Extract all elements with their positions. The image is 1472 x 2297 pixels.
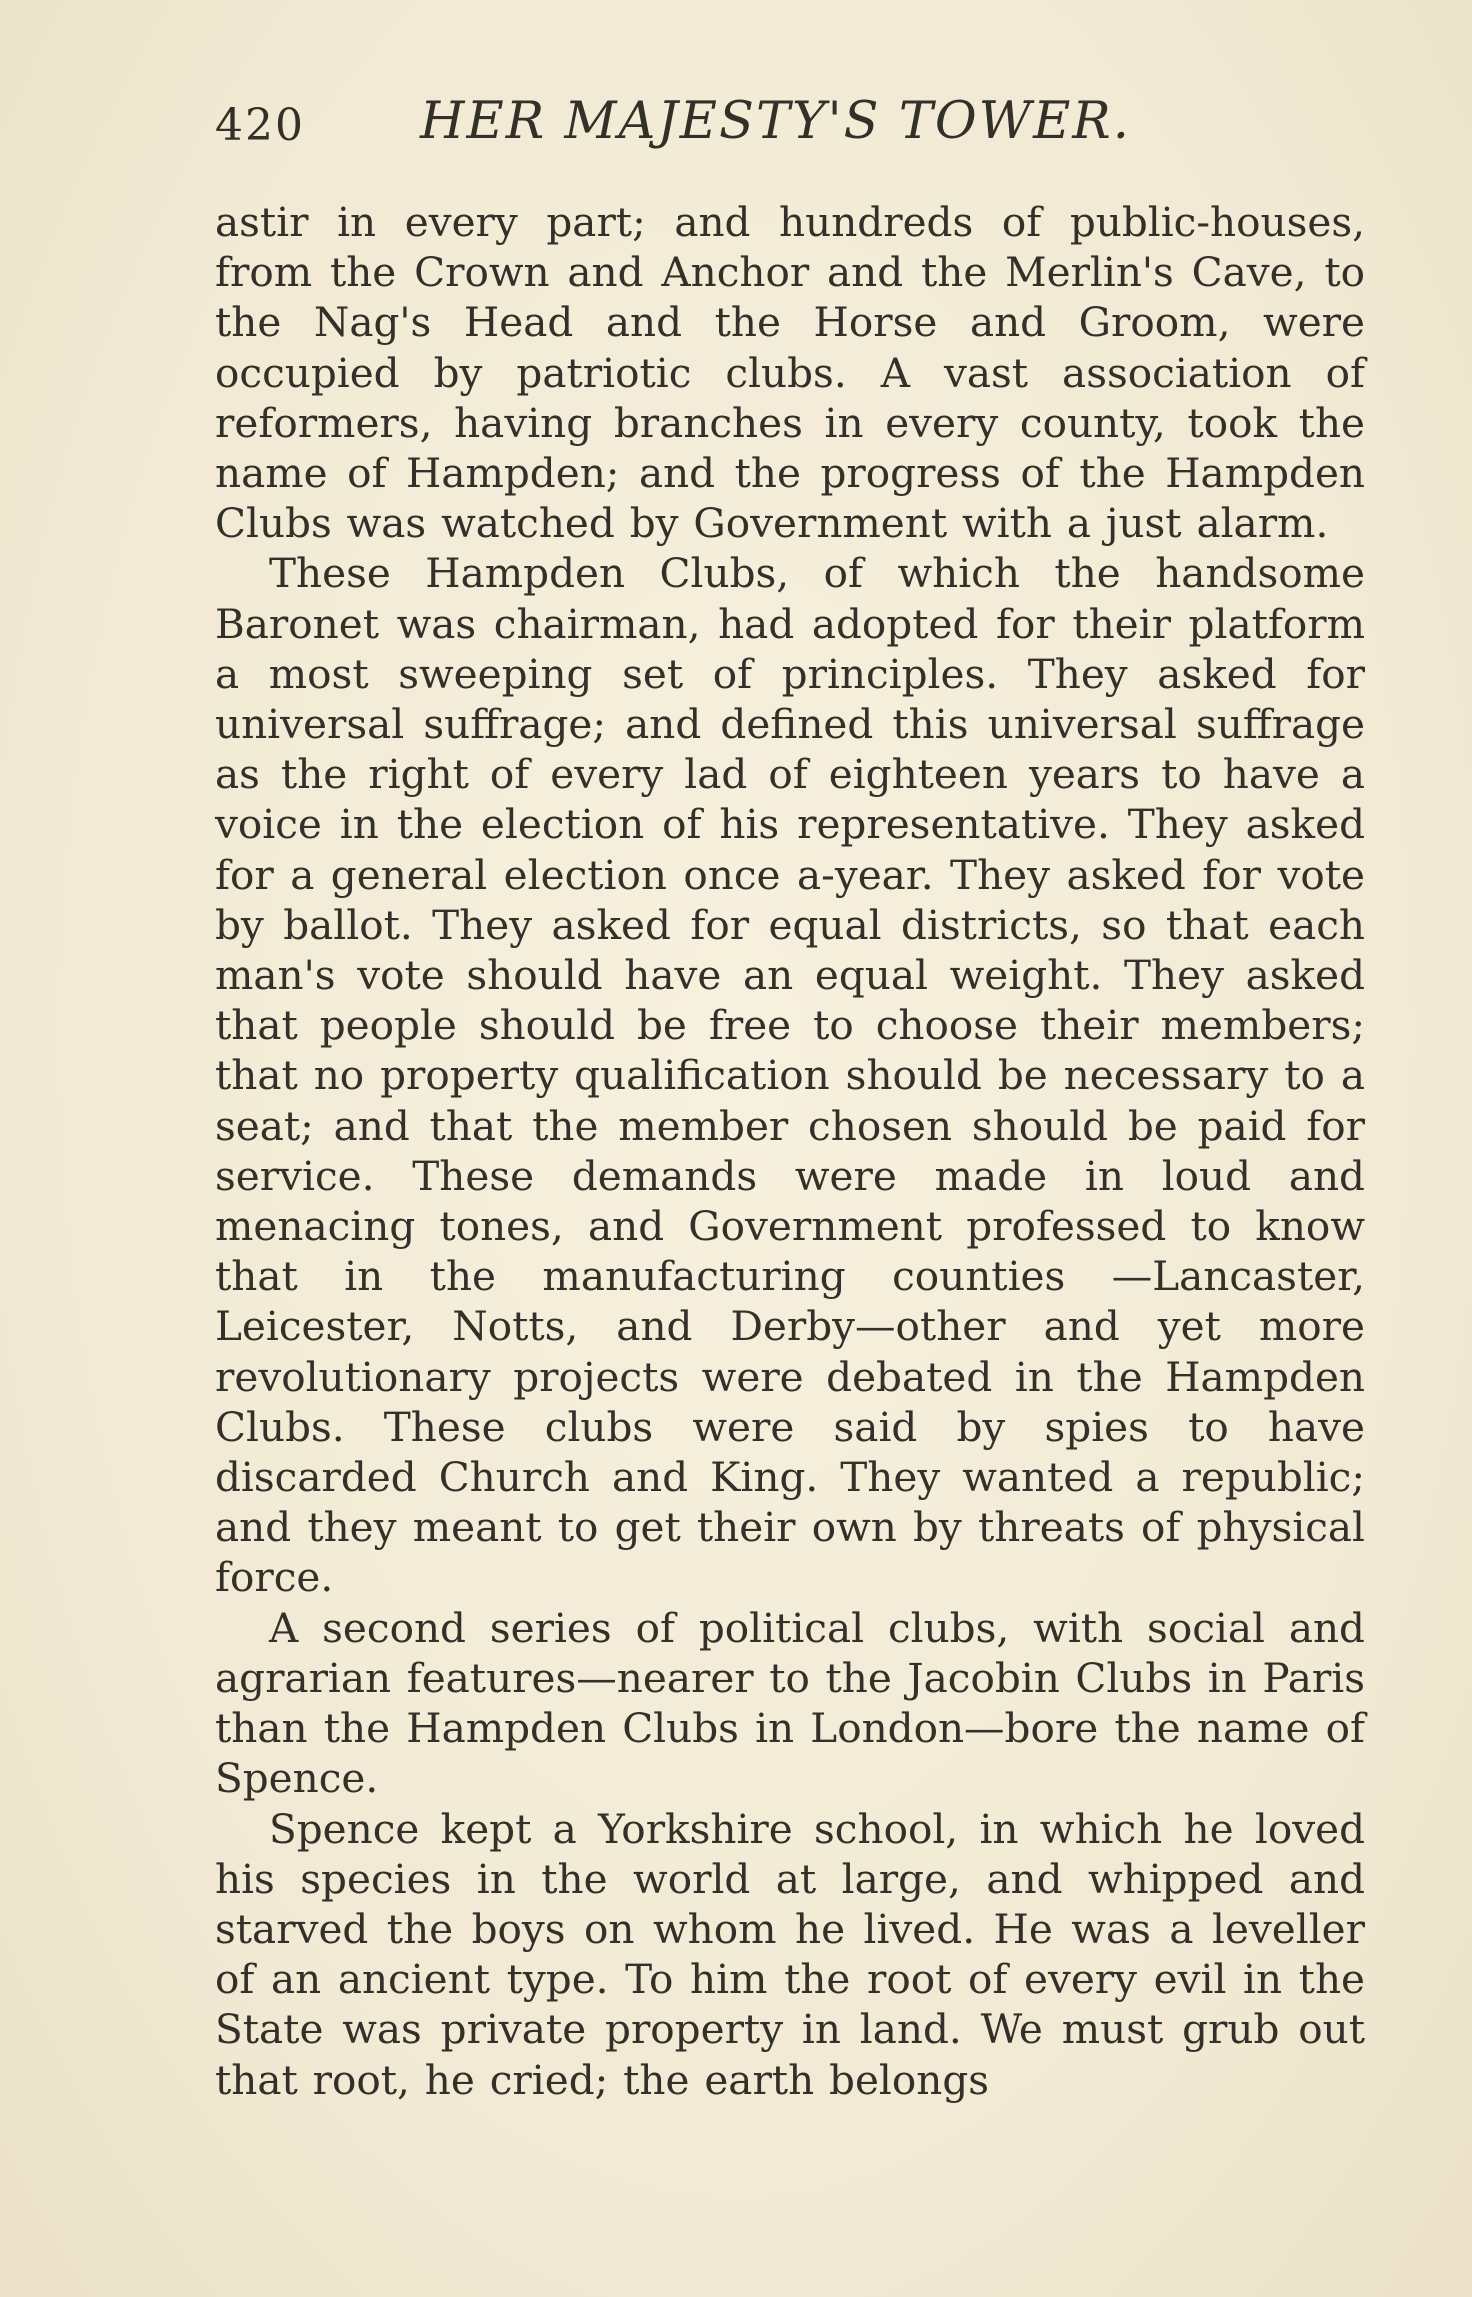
page-number: 420 bbox=[215, 100, 305, 151]
paragraph-3: A second series of political clubs, with social and agrarian features—nearer to the Jacobin Clubs in Paris than the Hampden Clubs in London—bore the name of Spence. bbox=[215, 1603, 1365, 1803]
paragraph-2: These Hampden Clubs, of which the handsome Baronet was chairman, had adopted for their platform a most sweeping set of principles. They asked for universal suffrage; and defined this universal suffrage as the right of every lad of eighteen years to have a voice in the election of his representative. They asked for a general election once a-year. They asked for vote by ballot. They asked for equal districts, so that each man's vote should have an equal weight. They asked that people should be free to choose their members; that no property qualification should be necessary to a seat; and that the member chosen should be paid for service. These demands were made in loud and menacing tones, and Government professed to know that in the manufacturing counties —Lancaster, Leicester, Notts, and Derby—other and yet more revolutionary projects were debated in the Hampden Clubs. These clubs were said by spies to have discarded Church and King. They wanted a republic; and they meant to get their own by threats of physical force. bbox=[215, 549, 1365, 1602]
paragraph-4: Spence kept a Yorkshire school, in which he loved his species in the world at large, and whipped and starved the boys on whom he lived. He was a leveller of an ancient type. To him the root of every evil in the State was private property in land. We must grub out that root, he cried; the earth belongs bbox=[215, 1804, 1365, 2104]
paragraph-1: astir in every part; and hundreds of public-houses, from the Crown and Anchor and the Merlin's Cave, to the Nag's Head and the Horse and Groom, were occupied by patriotic clubs. A vast association of reformers, having branches in every county, took the name of Hampden; and the progress of the Hampden Clubs was watched by Government with a just alarm. bbox=[215, 198, 1365, 548]
body-text bbox=[215, 197, 1365, 2105]
running-title: HER MAJESTY'S TOWER. bbox=[420, 92, 1131, 151]
page-header bbox=[215, 92, 1365, 162]
